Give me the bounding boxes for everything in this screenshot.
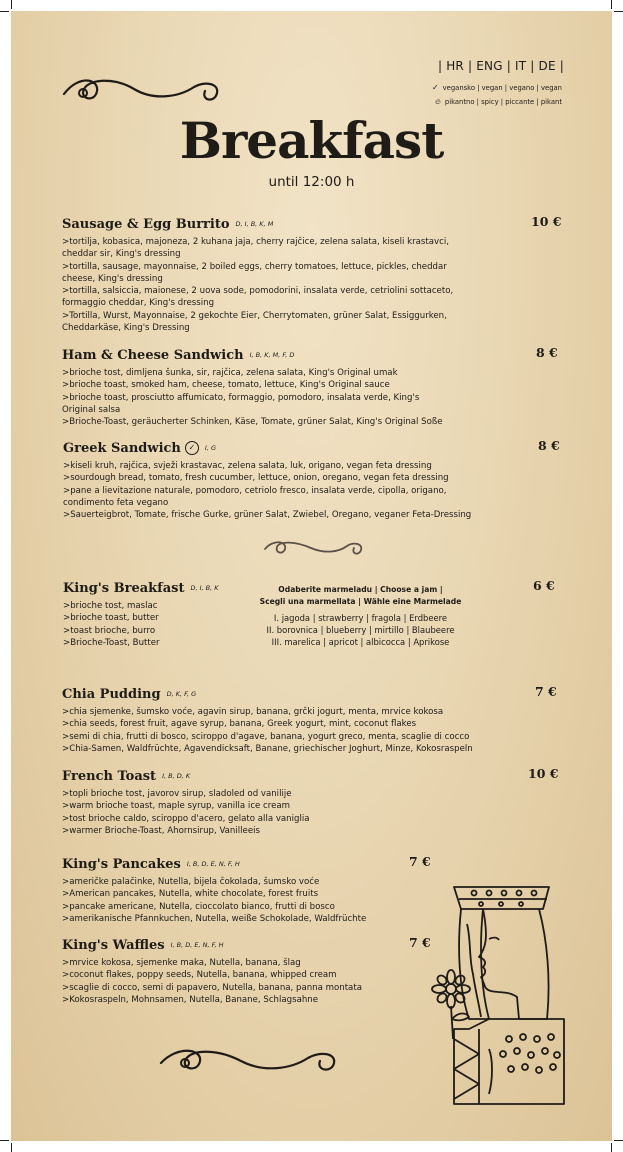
menu-item-chia-pudding [62, 683, 582, 755]
item-name: Greek Sandwich [63, 441, 181, 456]
item-allergens: I, B, D, E, N, F, H [186, 859, 240, 868]
ornament-flourish-icon [156, 1041, 346, 1081]
menu-item-burrito [62, 213, 582, 334]
flame-icon: 🔥︎ [435, 97, 441, 106]
menu-item-waffles [62, 934, 422, 1006]
jam-choice-heading: Odaberite marmeladu | Choose a jam | Scegli una marmellata | Wähle eine Marmelade [259, 585, 462, 606]
language-selector[interactable]: | HR | ENG | IT | DE | [437, 59, 564, 73]
legend-vegan [432, 83, 562, 92]
crop-mark [0, 11, 9, 12]
menu-item-pancakes [62, 853, 422, 925]
item-description: >američke palačinke, Nutella, bijela čokolada, šumsko voće >American pancakes, Nutella, white chocolate, forest fruits >pancake americane, Nutella, cioccolato bianco, frutti di bosco >amerikanische Pfannkuchen, Nutella, weiße Schokolade, Waldfrüchte [62, 877, 367, 924]
menu-item-kings-breakfast [63, 577, 253, 649]
item-allergens: I, B, D, K [162, 771, 191, 780]
item-allergens: D, I, B, K [190, 583, 219, 592]
page-title: Breakfast [179, 111, 444, 170]
item-description: >mrvice kokosa, sjemenke maka, Nutella, banana, šlag >coconut flakes, poppy seeds, Nutella, banana, whipped cream >scaglie di cocco, semi di papavero, Nutella, banana, panna montata >Kokosraspeln, Mohnsamen, Nutella, Banane, Schlagsahne [62, 958, 362, 1005]
vegan-icon: ✓ [185, 441, 199, 455]
item-price: 10 € [531, 214, 562, 229]
item-description: >brioche tost, maslac >brioche toast, butter >toast brioche, burro >Brioche-Toast, Butter [63, 601, 160, 648]
item-name: Ham & Cheese Sandwich [62, 348, 244, 363]
ornament-flourish-icon [59, 69, 229, 109]
menu-item-ham-cheese [62, 344, 582, 428]
item-description: >topli brioche tost, javorov sirup, sladoled od vanilije >warm brioche toast, maple syrup, vanilla ice cream >tost brioche caldo, sciroppo d'acero, gelato alla vaniglia >warmer Brioche-Toast, Ahornsirup, Vanilleeis [62, 789, 310, 836]
legend-vegan-label: vegansko | vegan | vegano | vegan [442, 83, 562, 92]
crop-mark [611, 1143, 612, 1152]
crop-mark [614, 1140, 623, 1141]
item-allergens: I, G [204, 443, 216, 452]
legend-spicy-label: pikantno | spicy | piccante | pikant [444, 98, 562, 106]
item-name: Chia Pudding [62, 687, 161, 702]
crop-mark [614, 11, 623, 12]
crop-mark [0, 1140, 9, 1141]
item-price: 7 € [535, 684, 557, 699]
item-name: French Toast [62, 769, 157, 784]
item-allergens: I, B, K, M, F, D [249, 350, 295, 359]
item-description: >tortilja, kobasica, majoneza, 2 kuhana jaja, cherry rajčice, zelena salata, kiseli krastavci, cheddar sir, King's dressing >tortilla, sausage, mayonnaise, 2 boiled eggs, cherry tomatoes, lettuce, pickles, cheddar cheese, King's dressing >tortilla, salsiccia, maionese, 2 uova sode, pomodorini, insalata verde, cetriolini sottaceto, formaggio cheddar, King's dressing >Tortilla, Wurst, Mayonnaise, 2 gekochte Eier, Cherrytomaten, grüner Salat, Essiggurken, Cheddarkäse, King's Dressing [62, 237, 454, 334]
item-description: >chia sjemenke, šumsko voće, agavin sirup, banana, grčki jogurt, menta, mrvice kokosa >chia seeds, forest fruit, agave syrup, banana, Greek yogurt, mint, coconut flakes >semi di chia, frutti di bosco, sciroppo d'agave, banana, yogurt greco, menta, scaglie di cocco >Chia-Samen, Waldfrüchte, Agavendicksaft, Banane, griechischer Joghurt, Minze, Kokosraspeln [62, 707, 473, 754]
legend-spicy [435, 97, 562, 107]
item-name: King's Breakfast [63, 581, 185, 596]
jam-options: I. jagoda | strawberry | fragola | Erdbeere II. borovnica | blueberry | mirtillo | Blaubeere III. marelica | apricot | albicocca | Aprikose [266, 613, 455, 647]
menu-item-french-toast [62, 765, 582, 837]
item-name: King's Waffles [62, 938, 165, 953]
item-allergens: D, I, B, K, M [235, 219, 274, 228]
item-price: 7 € [409, 935, 431, 950]
item-name: Sausage & Egg Burrito [62, 217, 230, 232]
menu-item-greek [63, 437, 583, 521]
crop-mark [611, 0, 612, 9]
crop-mark [11, 1143, 12, 1152]
crop-mark [11, 0, 12, 9]
item-description: >kiseli kruh, rajčica, svježi krastavac, zelena salata, luk, origano, vegan feta dressing >sourdough bread, tomato, fresh cucumber, lettuce, onion, oregano, vegan feta dressing >pane a lievitazione naturale, pomodoro, cetriolo fresco, insalata verde, cipolla, origano, condimento feta vegano >Sauerteigbrot, Tomate, frische Gurke, grüner Salat, Zwiebel, Oregano, veganer Feta-Dressing [63, 461, 472, 521]
item-price: 8 € [538, 438, 560, 453]
item-allergens: I, B, D, E, N, F, H [170, 940, 224, 949]
item-name: King's Pancakes [62, 857, 181, 872]
item-price: 7 € [409, 854, 431, 869]
item-allergens: D, K, F, G [166, 689, 197, 698]
leaf-check-icon: ✓ [431, 83, 439, 92]
menu-page [11, 11, 612, 1141]
item-price: 10 € [528, 766, 559, 781]
page-subtitle: until 12:00 h [268, 174, 355, 190]
queen-playing-card-illustration [419, 879, 579, 1107]
item-price: 6 € [533, 578, 555, 593]
item-price: 8 € [536, 345, 558, 360]
ornament-divider-icon [261, 535, 371, 559]
item-description: >brioche tost, dimljena šunka, sir, rajčica, zelena salata, King's Original umak >brioche toast, smoked ham, cheese, tomato, lettuce, King's Original sauce >brioche toast, prosciutto affumicato, formaggio, pomodoro, insalata verde, King's Original salsa >Brioche-Toast, geräucherter Schinken, Käse, Tomate, grüner Salat, King's Original Soße [62, 368, 443, 428]
